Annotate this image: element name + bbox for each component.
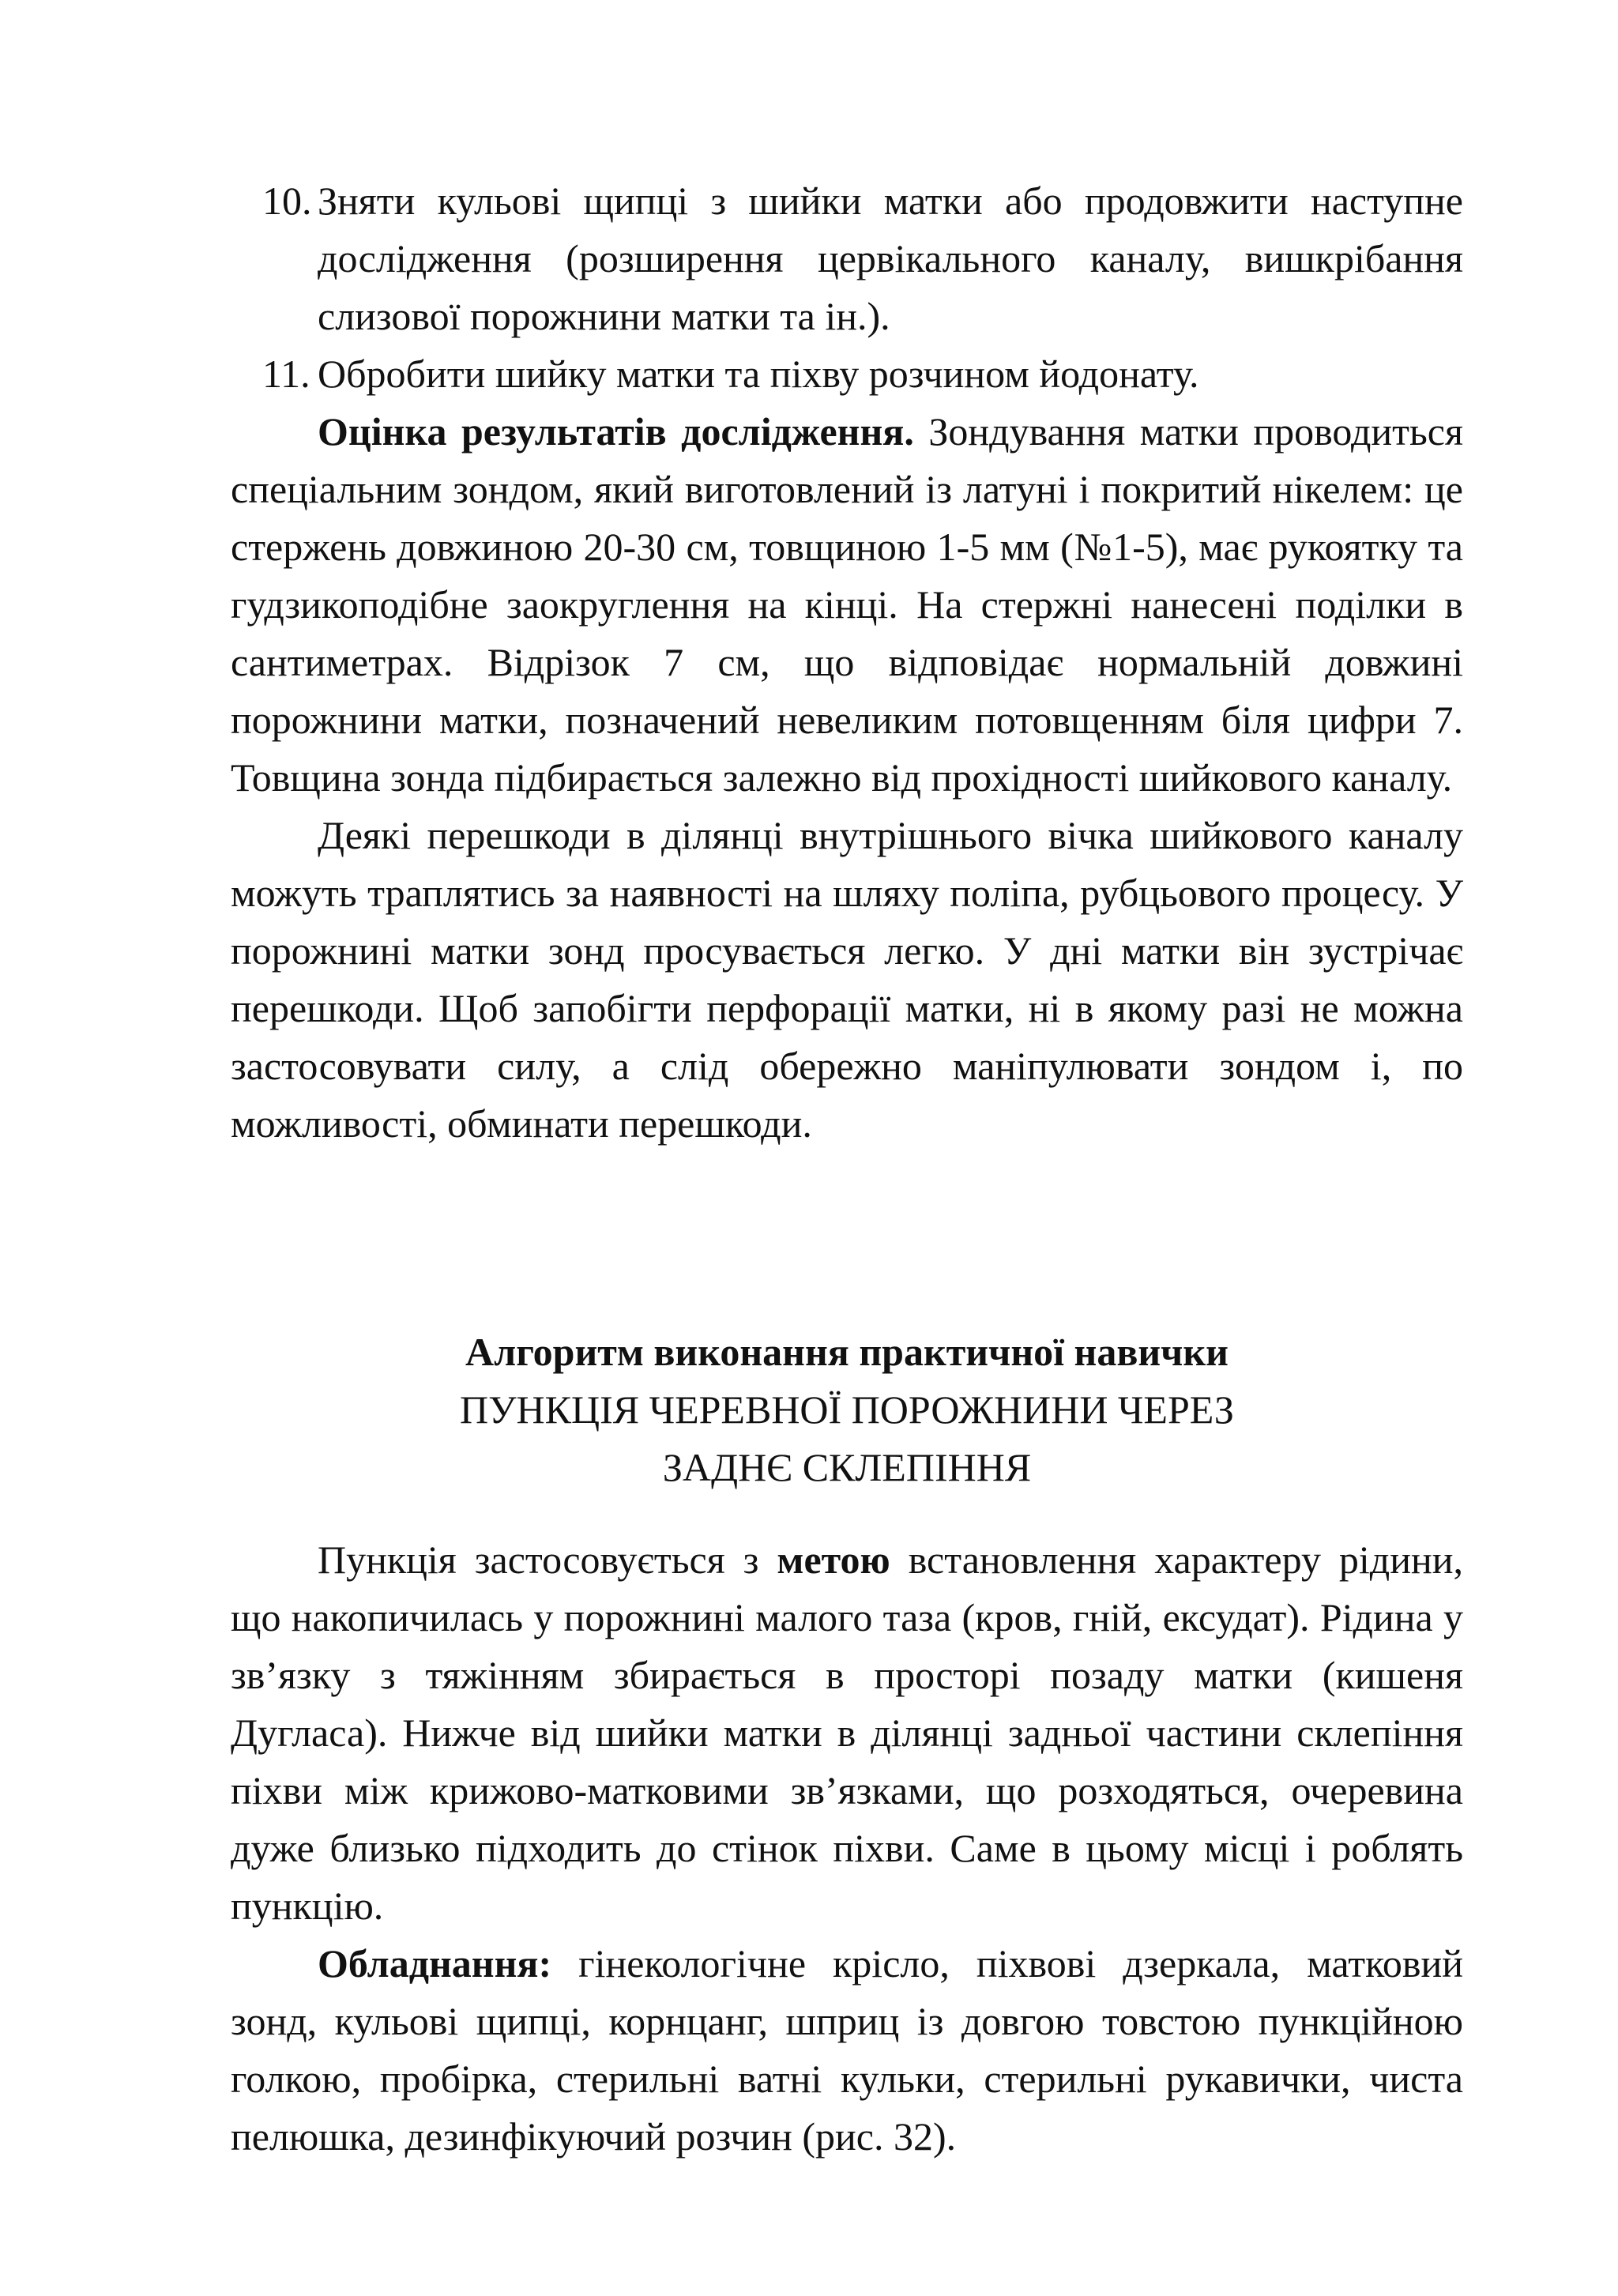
list-item-text: Зняти кульові щипці з шийки матки або продовжити наступне дослідження (розширення цервікального каналу, вишкрібання слизової порожнини матки та ін.).	[318, 179, 1463, 338]
puncture-bold-word: метою	[777, 1538, 890, 1582]
puncture-text-after: встановлення характеру рідини, що накопичилась у порожнині малого таза (кров, гній, ексудат). Рідина у зв’язку з тяжінням збирається в просторі позаду матки (кишеня Дугласа). Нижче від шийки матки в ділянці задньої частини склепіння піхви між крижово-матковими зв’язками, що розходяться, очеревина дуже близько підходить до стінок піхви. Саме в цьому місці і роблять пункцію.	[231, 1538, 1464, 1928]
obstacles-paragraph: Деякі перешкоди в ділянці внутрішнього вічка шийкового каналу можуть траплятись за наявності на шляху поліпа, рубцьового процесу. У порожнині матки зонд просувається легко. У дні матки він зустрічає перешкоди. Щоб запобігти перфорації матки, ні в якому разі не можна застосовувати силу, а слід обережно маніпулювати зондом і, по можливості, обминати перешкоди.	[231, 813, 1463, 1146]
equipment-paragraph	[231, 1935, 1463, 2166]
list-item-text: Обробити шийку матки та піхву розчином йодонату.	[318, 352, 1199, 396]
heading-subtitle-line2: ЗАДНЄ СКЛЕПІННЯ	[662, 1445, 1032, 1489]
section-gap	[231, 1153, 1463, 1323]
list-item-number: 11.	[262, 352, 310, 396]
heading-subtitle-line1: ПУНКЦІЯ ЧЕРЕВНОЇ ПОРОЖНИНИ ЧЕРЕЗ	[460, 1387, 1234, 1432]
heading-title: Алгоритм виконання практичної навички	[465, 1330, 1229, 1374]
equipment-lead: Обладнання:	[318, 1941, 552, 1985]
evaluation-paragraph	[231, 403, 1463, 807]
list-item	[231, 345, 1463, 403]
puncture-text-before: Пункція застосовується з	[318, 1538, 777, 1582]
evaluation-lead: Оцінка результатів дослідження.	[318, 409, 914, 454]
document-page	[231, 172, 1463, 2166]
evaluation-text: Зондування матки проводиться спеціальним зондом, який виготовлений із латуні і покритий нікелем: це стержень довжиною 20-30 см, товщиною 1-5 мм (№1-5), має рукоятку та гудзикоподібне заокруглення на кінці. На стержні нанесені поділки в сантиметрах. Відрізок 7 см, що відповідає нормальній довжині порожнини матки, позначений невеликим потовщенням біля цифри 7. Товщина зонда підбирається залежно від прохідності шийкового каналу.	[231, 409, 1463, 800]
puncture-paragraph	[231, 1531, 1463, 1935]
list-item-number: 10.	[262, 179, 312, 223]
heading-gap	[231, 1496, 1463, 1531]
equipment-text: гінекологічне крісло, піхвові дзеркала, матковий зонд, кульові щипці, корнцанг, шприц із довгою товстою пункційною голкою, пробірка, стерильні ватні кульки, стерильні рукавички, чиста пелюшка, дезинфікуючий розчин (рис. 32).	[231, 1941, 1463, 2159]
section-heading	[231, 1323, 1463, 1496]
list-item	[231, 172, 1463, 345]
